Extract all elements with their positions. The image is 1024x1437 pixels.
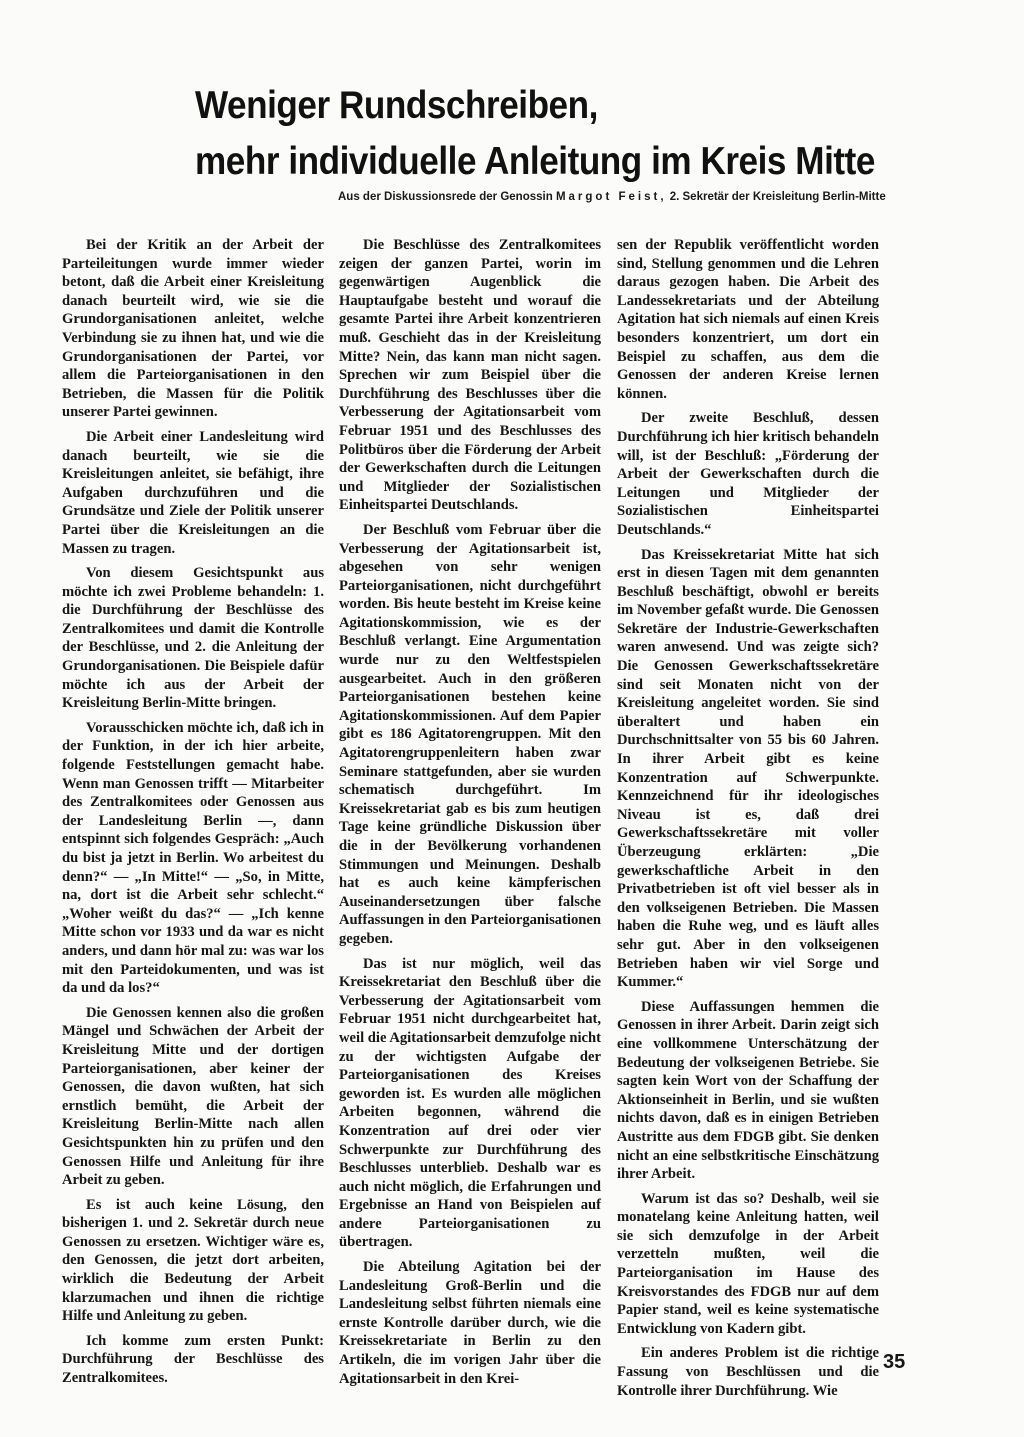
paragraph: Bei der Kritik an der Arbeit der Parteileitungen wurde immer wieder betont, daß die Arbeit einer Kreisleitung danach beurteilt wird, wie sie die Grundorganisationen anleitet, welche Verbindung sie zu ihnen hat, und wie die Grundorganisationen der Partei, vor allem die Parteiorganisationen in den Betrieben, die Massen für die Politik unserer Partei gewinnen. (62, 237, 324, 421)
paragraph: Die Arbeit einer Landesleitung wird danach beurteilt, wie sie die Kreisleitungen anleitet, sie befähigt, ihre Aufgaben durchzuführen und die Grundsätze und Ziele der Politik unserer Partei über die Kreisleitungen an die Massen zu tragen. (62, 428, 324, 557)
text-column-1 (62, 236, 324, 1394)
paragraph: Das Kreissekretariat Mitte hat sich erst in diesen Tagen mit dem genannten Beschluß beschäftigt, obwohl er bereits im November gefaßt wurde. Die Genossen Sekretäre der Industrie-Gewerkschaften waren anwesend. Und was zeigte sich? Die Genossen Gewerkschaftssekretäre sind seit Monaten nicht von der Kreisleitung angeleitet worden. Sie sind überaltert und haben ein Durchschnittsalter von 55 bis 60 Jahren. In ihrer Arbeit gibt es keine Konzentration auf Schwerpunkte. Kennzeichnend für ihr ideologisches Niveau ist es, daß drei Gewerkschaftssekretäre mit voller Überzeugung erklärten: „Die gewerkschaftliche Arbeit in den Privatbetrieben ist oft viel besser als in den volkseigenen Betrieben. Die Massen haben die Ruhe weg, und es läuft alles sehr gut. Aber in den volkseigenen Betrieben haben wir viel Sorge und Kummer.“ (617, 546, 879, 991)
paragraph: Vorausschicken möchte ich, daß ich in der Funktion, in der ich hier arbeite, folgende Feststellungen gemacht habe. Wenn man Genossen trifft — Mitarbeiter des Zentralkomitees oder Genossen aus der Landesleitung Berlin —, dann entspinnt sich folgendes Gespräch: „Auch du bist ja jetzt in Berlin. Wo arbeitest du denn?“ — „In Mitte!“ — „So, in Mitte, na, dort ist die Arbeit sehr schlecht.“ „Woher weißt du das?“ — „Ich kenne Mitte schon vor 1933 und da war es nicht anders, und dann hör mal zu: was war los mit den Parteidokumenten, und was ist da und da los?“ (62, 719, 324, 997)
paragraph: Der Beschluß vom Februar über die Verbesserung der Agitationsarbeit ist, abgesehen von sehr wenigen Parteiorganisationen, nicht durchgeführt worden. Bis heute besteht im Kreise keine Agitationskommission, wie es der Beschluß verlangt. Eine Argumentation wurde nur zu den Weltfestspielen ausgearbeitet. Auch in den größeren Parteiorganisationen bestehen keine Agitationskommissionen. Auf dem Papier gibt es 186 Agitatorengruppen. Mit den Agitatorengruppenleitern haben zwar Seminare stattgefunden, aber sie wurden schematisch durchgeführt. Im Kreissekretariat gab es bis zum heutigen Tage keine gründliche Diskussion über die in der Bevölkerung vorhandenen Stimmungen und Meinungen. Deshalb hat es auch keine kämpferischen Auseinandersetzungen über falsche Auffassungen in den Parteiorganisationen gegeben. (339, 521, 601, 947)
title-line-2: mehr individuelle Anleitung im Kreis Mitte (195, 140, 875, 183)
paragraph: Diese Auffassungen hemmen die Genossen in ihrer Arbeit. Darin zeigt sich eine vollkommene Unterschätzung der Bedeutung der volkseigenen Betriebe. Sie sagten kein Wort von der Schaffung der Aktionseinheit in Berlin, und sie wußten nichts davon, daß es in einigen Betrieben Austritte aus dem FDGB gibt. Sie denken nicht an eine selbstkritische Einschätzung ihrer Arbeit. (617, 998, 879, 1183)
paragraph: Die Beschlüsse des Zentralkomitees zeigen der ganzen Partei, worin im gegenwärtigen Augenblick die Hauptaufgabe besteht und worauf die gesamte Partei ihre Arbeit konzentrieren muß. Geschieht das in der Kreisleitung Mitte? Nein, das kann man nicht sagen. Sprechen wir zum Beispiel über die Durchführung des Beschlusses über die Verbesserung der Agitationsarbeit vom Februar 1951 und des Beschlusses des Politbüros über die Förderung der Arbeit der Gewerkschaften durch die Leitungen und Mitglieder der Sozialistischen Einheitspartei Deutschlands. (339, 237, 601, 514)
paragraph: Das ist nur möglich, weil das Kreissekretariat den Beschluß über die Verbesserung der Agitationsarbeit vom Februar 1951 nicht durchgearbeitet hat, weil die Agitationsarbeit demzufolge nicht zu der wichtigsten Aufgabe der Parteiorganisationen des Kreises geworden ist. Es wurden alle möglichen Arbeiten begonnen, während die Konzentration auf drei oder vier Schwerpunkte zur Durchführung des Beschlusses unterblieb. Deshalb war es auch nicht möglich, die Erfahrungen und Ergebnisse an Hand von Beispielen auf andere Parteiorganisationen zu übertragen. (339, 955, 601, 1251)
byline-prefix: Aus der Diskussionsrede der Genossin (338, 191, 553, 203)
paragraph: Von diesem Gesichtspunkt aus möchte ich zwei Probleme behandeln: 1. die Durchführung der Beschlüsse des Zentralkomitees und damit die Kontrolle der Beschlüsse, und 2. die Anleitung der Grundorganisationen. Die Beispiele dafür möchte ich aus der Arbeit der Kreisleitung Berlin-Mitte bringen. (62, 565, 324, 712)
paragraph: Es ist auch keine Lösung, den bisherigen 1. und 2. Sekretär durch neue Genossen zu ersetzen. Wichtiger wäre es, den Genossen, die jetzt dort arbeiten, wirklich die Bedeutung der Arbeit klarzumachen und ihnen die richtige Hilfe und Anleitung zu geben. (62, 1196, 324, 1325)
paragraph: Ein anderes Problem ist die richtige Fassung von Beschlüssen und die Kontrolle ihrer Durchführung. Wie (617, 1345, 879, 1399)
title-line-1: Weniger Rundschreiben, (195, 84, 598, 127)
paragraph: Ich komme zum ersten Punkt: Durchführung der Beschlüsse des Zentralkomitees. (62, 1332, 324, 1387)
page-number: 35 (883, 1351, 906, 1373)
paragraph-continued: sen der Republik veröffentlicht worden sind, Stellung genommen und die Lehren daraus gezogen haben. Die Arbeit des Landessekretariats und der Abteilung Agitation hat sich niemals auf einen Kreis besonders konzentriert, um dort ein Beispiel zu schaffen, aus dem die Genossen der anderen Kreise lernen können. (617, 237, 879, 402)
paragraph: Warum ist das so? Deshalb, weil sie monatelang keine Anleitung hatten, weil sie sich demzufolge in der Arbeit verzetteln mußten, weil die Parteiorganisation im Hause des Kreisvorstandes des FDGB nur auf dem Papier stand, weil es keine systematische Entwicklung von Kadern gibt. (617, 1190, 879, 1337)
paragraph: Der zweite Beschluß, dessen Durchführung ich hier kritisch behandeln will, ist der Beschluß: „Förderung der Arbeit der Gewerkschaften durch die Leitungen und Mitglieder der Sozialistischen Einheitspartei Deutschlands.“ (617, 410, 879, 538)
byline-author: Margot Feist, (555, 191, 667, 203)
article-byline (338, 191, 924, 203)
paragraph: Die Abteilung Agitation bei der Landesleitung Groß-Berlin und die Landesleitung selbst führten niemals eine ernste Kontrolle darüber durch, wie die Kreissekretariate in Berlin zu den Artikeln, die im vorigen Jahr über die Agitationsarbeit in den Krei- (339, 1259, 601, 1387)
byline-suffix: 2. Sekretär der Kreisleitung Berlin-Mitte (669, 191, 886, 203)
text-column-2 (339, 236, 601, 1394)
paragraph: Die Genossen kennen also die großen Mängel und Schwächen der Arbeit der Kreisleitung Mitte und der dortigen Parteiorganisationen, aber keiner der Genossen, die davon wußten, hat sich ernstlich bemüht, die Arbeit der Kreisleitung Berlin-Mitte nach allen Gesichtspunkten hin zu prüfen und den Genossen Hilfe und Anleitung für ihre Arbeit zu geben. (62, 1004, 324, 1189)
text-column-3 (617, 236, 879, 1406)
article-title (195, 78, 875, 190)
